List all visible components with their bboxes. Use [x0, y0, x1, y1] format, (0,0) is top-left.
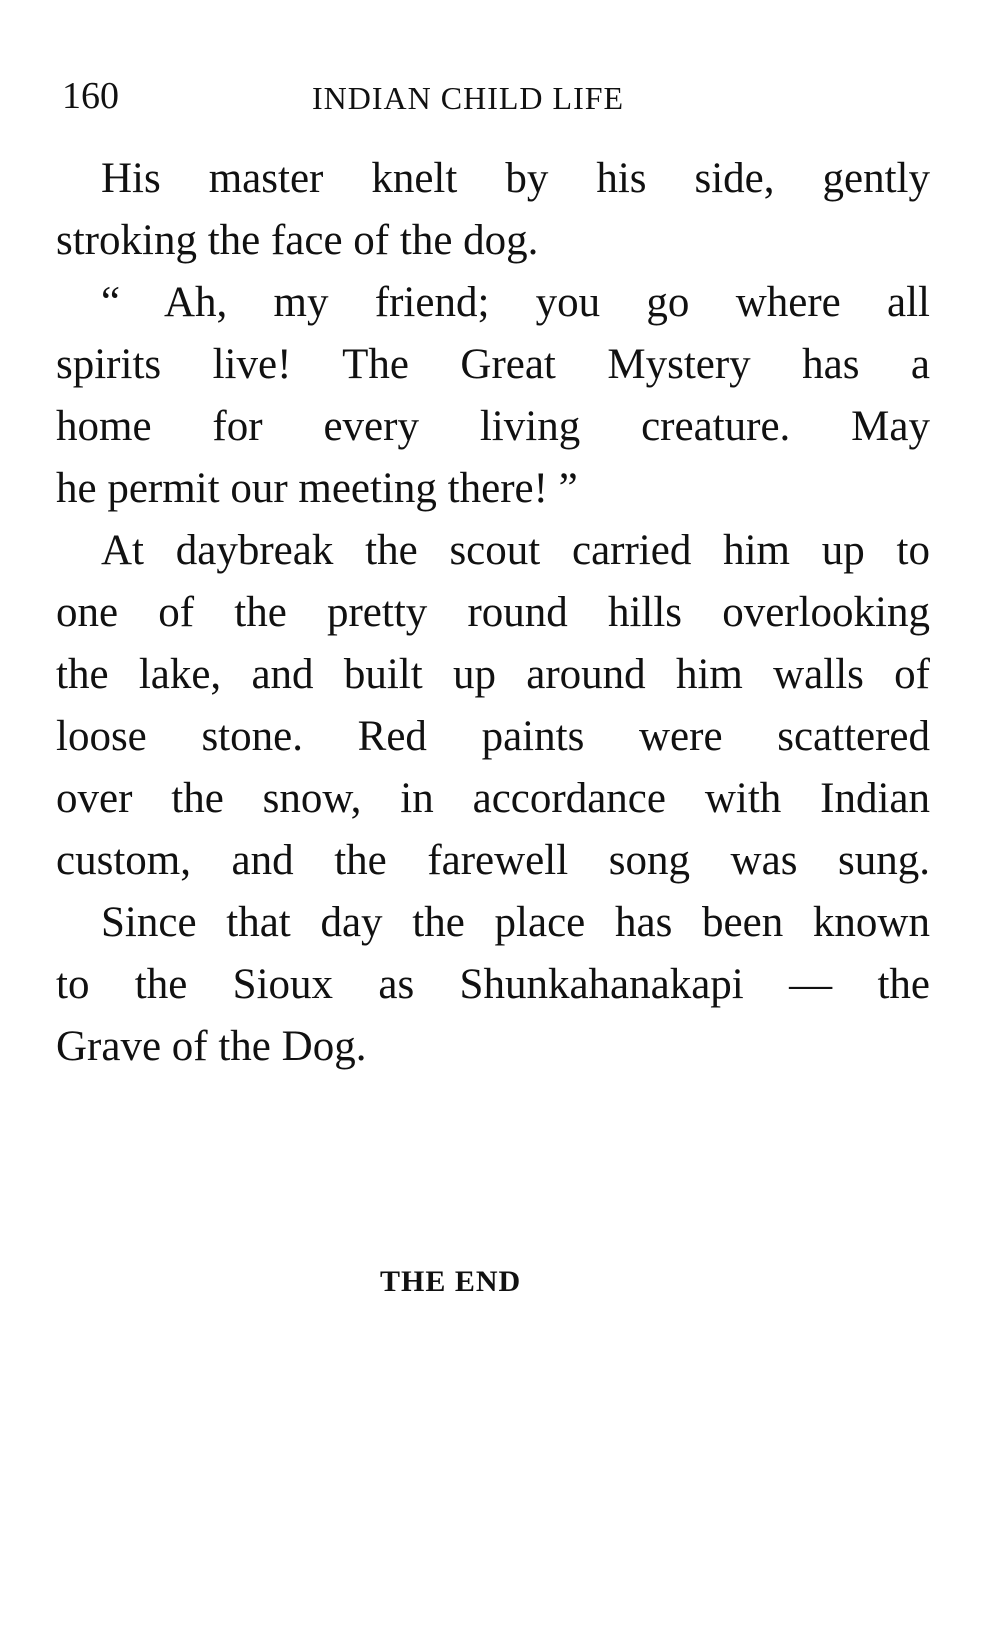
text-line: over the snow, in accordance with Indian [56, 775, 930, 822]
the-end-label: THE END [380, 1265, 522, 1298]
text-line: Since that day the place has been known [101, 899, 930, 946]
text-line: loose stone. Red paints were scattered [56, 713, 930, 760]
text-line: spirits live! The Great Mystery has a [56, 341, 930, 388]
text-line: Grave of the Dog. [56, 1023, 367, 1070]
text-line: stroking the face of the dog. [56, 217, 539, 264]
page-number: 160 [62, 75, 119, 117]
running-title: INDIAN CHILD LIFE [312, 80, 625, 116]
text-line: His master knelt by his side, gently [101, 155, 930, 202]
text-line: one of the pretty round hills overlooking [56, 589, 930, 636]
body-text [56, 148, 930, 1078]
text-line: he permit our meeting there! ” [56, 465, 578, 512]
page-header [62, 70, 942, 122]
text-line: to the Sioux as Shunkahanakapi — the [56, 961, 930, 1008]
text-line: the lake, and built up around him walls of [56, 651, 930, 698]
text-line: custom, and the farewell song was sung. [56, 837, 930, 884]
text-line: home for every living creature. May [56, 403, 930, 450]
text-line: “ Ah, my friend; you go where all [101, 279, 930, 326]
text-line: At daybreak the scout carried him up to [101, 527, 930, 574]
